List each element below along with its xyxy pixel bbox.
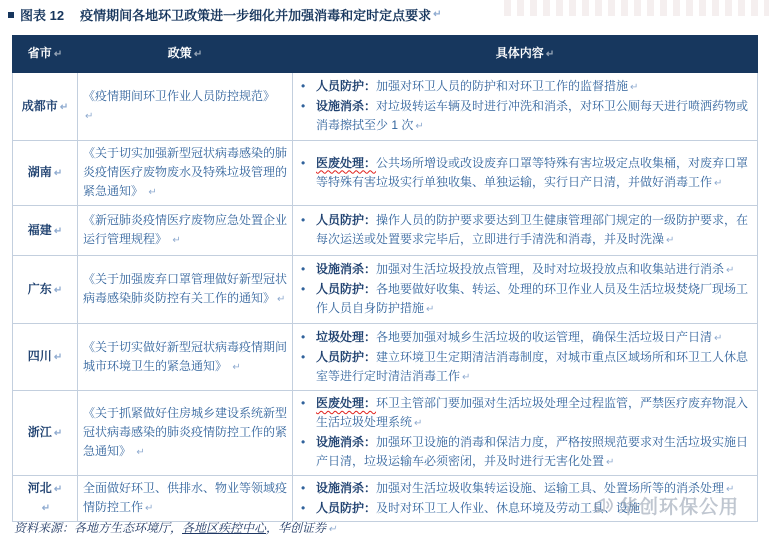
paragraph-mark: ↵ [193,49,203,60]
bullet-icon: • [301,435,306,449]
item-text: 环卫主管部门要加强对生活垃圾处理全过程监管，严禁医疗废弃物混入生活垃圾处理系统 [316,396,749,429]
policy-name: 《新冠肺炎疫情医疗废物应急处置企业运行管理规程》 [83,213,288,246]
paragraph-mark: ↵ [726,265,735,276]
detail-item [301,77,751,97]
paragraph-mark: ↵ [172,235,181,246]
paragraph-mark: ↵ [136,447,145,458]
paragraph-mark: ↵ [53,168,63,179]
item-label: 人员防护： [316,282,377,296]
bullet-icon: • [301,262,306,276]
item-label: 垃圾处理： [316,329,377,344]
bullet-icon: • [301,349,306,364]
policy-name: 《疫情期间环卫作业人员防控规范》 [83,89,276,103]
policy-cell [78,476,293,522]
paragraph-mark: ↵ [148,187,157,198]
paragraph-mark: ↵ [630,82,639,93]
source-prefix: 资料来源： [14,521,75,535]
paragraph-mark: ↵ [426,304,435,315]
province-cell [13,391,78,476]
province-name: 河北 [27,481,52,495]
policy-name: 《关于加强废弃口罩管理做好新型冠状病毒感染肺炎防控有关工作的通知》 [83,272,288,305]
policy-cell [78,256,293,324]
table-row-hunan [13,141,758,206]
paragraph-mark: ↵ [53,484,63,495]
bullet-icon: • [301,213,306,227]
bullet-icon: • [301,396,306,410]
policy-cell [78,141,293,206]
province-name: 四川 [27,349,52,363]
table-row-sichuan [13,324,758,391]
detail-item [301,479,751,499]
item-text: 对垃圾转运车辆及时进行冲洗和消杀，对环卫公厕每天进行喷洒药物或消毒擦拭至少 1 次 [316,99,749,132]
paragraph-mark: ↵ [53,352,63,363]
bullet-icon: • [301,282,306,296]
source-line [14,519,336,536]
watermark-text: 华创环保公用 [619,497,740,518]
province-name: 广东 [27,281,52,296]
detail-item [301,328,751,348]
policy-cell [78,391,293,476]
decorative-stripes [504,0,769,16]
detail-cell [293,206,758,256]
source-text: 各地方生态环境厅， [74,521,183,535]
paragraph-mark: ↵ [433,9,442,20]
paragraph-mark: ↵ [415,121,424,132]
square-bullet-icon [8,12,14,18]
source-link[interactable]: 各地区疾控中心 [182,521,267,535]
province-name: 成都市 [21,98,58,113]
detail-item [301,211,751,250]
item-label: 医废处理： [316,396,377,410]
item-text: 操作人员的防护要求要达到卫生健康管理部门规定的一级防护要求，在每次运送或处置要求完毕后，立即进行手清洗和消毒，并及时洗澡 [316,213,749,246]
header-label: 省市 [27,46,52,60]
detail-item [301,499,751,518]
paragraph-mark: ↵ [666,235,675,246]
paragraph-mark: ↵ [53,284,63,296]
paragraph-mark: ↵ [726,484,735,495]
policy-name: 《关于切实加强新型冠状病毒感染的肺炎疫情医疗废物废水及特殊垃圾管理的紧急通知》 [83,146,288,198]
figure-title-text: 疫情期间各地环卫政策进一步细化并加强消毒和定时定点要求 [80,8,432,23]
province-name: 福建 [27,222,52,237]
detail-cell [293,73,758,141]
paragraph-mark: ↵ [414,418,423,429]
item-text: 公共场所增设或改设废弃口罩等特殊有害垃圾定点收集桶，对废弃口罩等特殊有害垃圾实行单独收集、单独运输，实行日产日清，并做好消毒工作 [316,155,749,189]
province-cell [13,256,78,324]
paragraph-mark: ↵ [53,225,63,237]
paragraph-mark: ↵ [145,503,154,514]
table-row-fujian [13,206,758,256]
table-row-guangdong [13,256,758,324]
paragraph-mark: ↵ [714,177,723,189]
header-label: 具体内容 [495,46,544,60]
detail-item [301,154,751,193]
paragraph-mark: ↵ [85,111,94,122]
detail-cell [293,141,758,206]
detail-item [301,348,751,387]
policy-name: 《关于切实做好新型冠状病毒疫情期间城市环境卫生的紧急通知》 [83,339,288,373]
figure-number: 图表 12 [20,8,65,23]
paragraph-mark: ↵ [545,49,555,60]
paragraph-mark: ↵ [59,101,69,113]
province-cell [13,324,78,391]
item-text: 加强对生活垃圾投放点管理，及时对垃圾投放点和收集站进行消杀 [376,262,725,276]
header-province [13,36,78,73]
item-text: 加强对环卫人员的防护和对环卫工作的监督措施 [376,79,629,93]
policy-cell [78,206,293,256]
item-text: 加强环卫设施的消毒和保洁力度，严格按照规范要求对生活垃圾实施日产日清，垃圾运输车必须密闭，并及时进行无害化处置 [316,435,749,468]
province-cell [13,476,78,522]
detail-item [301,433,751,472]
detail-item [301,260,751,280]
detail-item [301,394,751,433]
table-row-hebei [13,476,758,522]
table-header-row [13,36,758,73]
item-label: 设施消杀： [316,481,377,495]
paragraph-mark: ↵ [53,428,63,439]
detail-cell [293,324,758,391]
bullet-icon: • [301,501,306,515]
header-policy [78,36,293,73]
paragraph-mark: ↵ [232,361,241,373]
table-row-chengdu [13,73,758,141]
item-label: 人员防护： [316,501,377,515]
item-label: 人员防护： [316,349,377,364]
policy-name: 全面做好环卫、供排水、物业等领域疫情防控工作 [83,481,288,514]
item-label: 设施消杀： [316,262,377,276]
paragraph-mark: ↵ [41,503,51,514]
province-cell [13,73,78,141]
province-cell [13,206,78,256]
header-detail [293,36,758,73]
item-text: 各地要做好收集、转运、处理的环卫作业人员及生活垃圾焚烧厂现场工作人员自身防护措施 [316,282,749,315]
item-label: 人员防护： [316,213,377,227]
item-label: 人员防护： [316,79,377,93]
paragraph-mark: ↵ [714,332,723,344]
item-label: 设施消杀： [316,435,377,449]
detail-item [301,280,751,319]
detail-cell [293,391,758,476]
paragraph-mark: ↵ [53,49,63,60]
paragraph-mark: ↵ [606,457,615,468]
item-text: 加强对生活垃圾收集转运设施、运输工具、处置场所等的消杀处理 [376,481,725,495]
bullet-icon: • [301,99,306,113]
item-text: 各地要加强对城乡生活垃圾的收运管理，确保生活垃圾日产日清 [376,329,713,344]
policy-table [12,35,758,522]
bullet-icon: • [301,155,306,170]
source-text: ，华创证券 [266,521,327,535]
detail-cell [293,256,758,324]
bullet-icon: • [301,329,306,344]
detail-item [301,97,751,136]
detail-cell [293,476,758,522]
policy-cell [78,73,293,141]
item-label: 设施消杀： [316,99,377,113]
table-row-zhejiang [13,391,758,476]
province-name: 浙江 [27,425,52,439]
item-label: 医废处理： [316,155,377,170]
bullet-icon: • [301,481,306,495]
paragraph-mark: ↵ [277,294,286,305]
figure-title [8,5,441,24]
paragraph-mark: ↵ [328,524,337,535]
province-name: 湖南 [27,165,52,179]
header-label: 政策 [167,46,192,60]
bullet-icon: • [301,79,306,93]
province-cell [13,141,78,206]
policy-name: 《关于抓紧做好住房城乡建设系统新型冠状病毒感染的肺炎疫情防控工作的紧急通知》 [83,406,288,458]
item-text: 建立环境卫生定期清洁消毒制度，对城市重点区域场所和环卫工人休息室等进行定时清洁消毒工作 [316,349,749,383]
policy-cell [78,324,293,391]
item-text: 及时对环卫工人作业、休息环境及劳动工具、设施 [376,501,641,515]
paragraph-mark: ↵ [462,371,471,383]
